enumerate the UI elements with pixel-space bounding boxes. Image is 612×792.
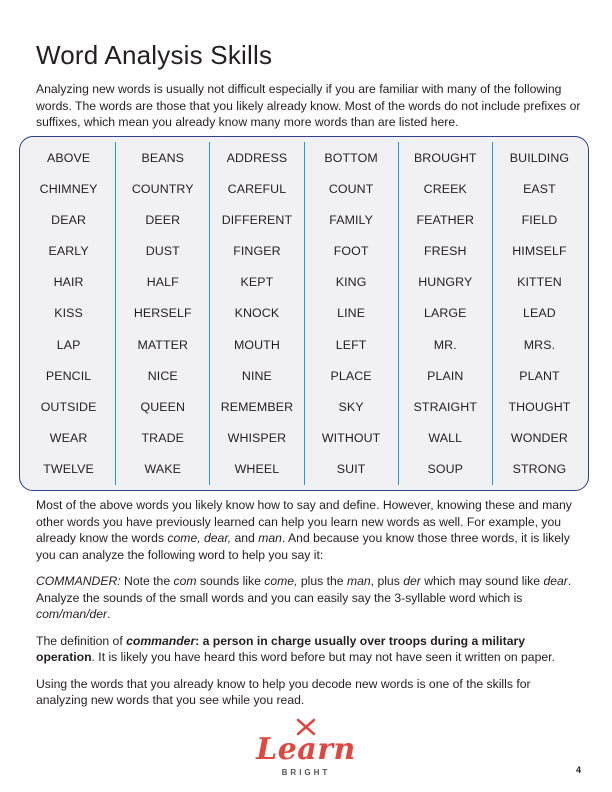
vocabulary-word: PLAIN: [427, 368, 464, 383]
text-run: .: [107, 607, 111, 621]
vocabulary-word: KNOCK: [234, 306, 280, 321]
vocabulary-word: LAP: [56, 337, 81, 352]
text-run: and: [231, 531, 259, 545]
vocabulary-word: HALF: [146, 275, 179, 290]
vocabulary-word: DEER: [145, 212, 181, 227]
vocabulary-word: CAREFUL: [227, 181, 287, 196]
vocabulary-word: SUIT: [336, 462, 366, 477]
intro-paragraph: Analyzing new words is usually not difficult especially if you are familiar with many of the following words. The words are those that you likely already know. Most of the words do not include prefixes or suffixes, which mean you already know many more words than are listed here.: [36, 82, 581, 129]
text-run: Note the: [120, 574, 174, 588]
text-run: Most of the above words you likely know how to say and define. However, knowing these and many other words you have previously learned can help you learn new words as well. For example, you already know the words: [36, 498, 572, 545]
vocabulary-word: TRADE: [141, 431, 184, 446]
vocabulary-word: NINE: [241, 368, 272, 383]
vocabulary-word: EARLY: [48, 244, 89, 259]
vocabulary-word: LEFT: [335, 337, 367, 352]
vocabulary-word: BROUGHT: [413, 150, 477, 165]
example-word: man: [346, 574, 371, 588]
vocabulary-word: WEAR: [49, 431, 88, 446]
example-word: man: [258, 531, 282, 545]
vocabulary-word: FOOT: [333, 244, 369, 259]
text-run: . And because you know those three words, it is likely you can analyze the following word to help you say it:: [36, 531, 570, 562]
vocabulary-word: CREEK: [423, 181, 467, 196]
word-list-box: [19, 136, 589, 491]
example-word: com: [173, 574, 197, 588]
example-word: com/man/der: [36, 607, 108, 621]
vocabulary-word: NICE: [147, 368, 178, 383]
word-column: [22, 142, 116, 485]
learn-bright-logo: [250, 718, 362, 780]
vocabulary-word: DUST: [145, 244, 180, 259]
defined-term: commander: [126, 633, 196, 648]
vocabulary-word: DIFFERENT: [221, 212, 293, 227]
commander-analysis-paragraph: [36, 573, 582, 623]
vocabulary-word: DEAR: [51, 212, 86, 227]
vocabulary-word: OUTSIDE: [40, 399, 97, 414]
definition-text: : a person in charge usually over troops during a military operation: [36, 633, 526, 664]
vocabulary-word: WAKE: [144, 462, 181, 477]
vocabulary-word: STRAIGHT: [413, 399, 477, 414]
vocabulary-word: FINGER: [233, 244, 281, 259]
vocabulary-word: MRS.: [523, 337, 556, 352]
word-column: [210, 142, 304, 485]
example-term: COMMANDER:: [36, 574, 121, 588]
vocabulary-word: KISS: [54, 306, 83, 321]
vocabulary-word: FAMILY: [329, 212, 373, 227]
vocabulary-word: KEPT: [240, 275, 274, 290]
vocabulary-word: EAST: [523, 181, 556, 196]
vocabulary-word: HUNGRY: [418, 275, 473, 290]
vocabulary-word: QUEEN: [140, 399, 186, 414]
vocabulary-word: BOTTOM: [324, 150, 378, 165]
vocabulary-word: MATTER: [137, 337, 189, 352]
vocabulary-word: THOUGHT: [508, 399, 571, 414]
word-column: [305, 142, 399, 485]
vocabulary-word: HERSELF: [133, 306, 192, 321]
vocabulary-word: MR.: [433, 337, 457, 352]
vocabulary-word: CHIMNEY: [39, 181, 98, 196]
word-column: [116, 142, 210, 485]
text-run: . It is likely you have heard this word before but may not have seen it written on paper.: [91, 650, 555, 664]
vocabulary-word: WALL: [428, 431, 463, 446]
vocabulary-word: WHEEL: [234, 462, 280, 477]
vocabulary-word: FEATHER: [416, 212, 475, 227]
vocabulary-word: LARGE: [424, 306, 467, 321]
vocabulary-word: HAIR: [53, 275, 84, 290]
vocabulary-word: FIELD: [521, 212, 558, 227]
vocabulary-word: LINE: [337, 306, 366, 321]
page-number: 4: [576, 765, 582, 775]
vocabulary-word: KING: [335, 275, 367, 290]
text-run: sounds like: [196, 574, 265, 588]
vocabulary-word: KITTEN: [517, 275, 562, 290]
definition-paragraph: [36, 633, 582, 666]
word-column: [493, 142, 586, 485]
example-word: come, dear,: [167, 531, 232, 545]
vocabulary-word: MOUTH: [233, 337, 280, 352]
vocabulary-word: TWELVE: [43, 462, 94, 477]
example-word: come,: [264, 574, 298, 588]
page-title: Word Analysis Skills: [36, 40, 273, 70]
example-intro-paragraph: [36, 497, 582, 563]
vocabulary-word: STRONG: [512, 462, 567, 477]
logo-wordmark: Learn: [256, 732, 356, 767]
vocabulary-word: HIMSELF: [512, 244, 567, 259]
vocabulary-word: WITHOUT: [321, 431, 381, 446]
closing-paragraph: Using the words that you already know to help you decode new words is one of the skills for analyzing new words that you see while you read.: [36, 676, 531, 707]
vocabulary-word: PENCIL: [45, 368, 92, 383]
text-run: which may sound like: [420, 574, 544, 588]
vocabulary-word: FRESH: [424, 244, 467, 259]
vocabulary-word: WONDER: [510, 431, 568, 446]
example-word: der: [403, 574, 421, 588]
vocabulary-word: COUNTRY: [131, 181, 194, 196]
vocabulary-word: COUNT: [328, 181, 374, 196]
text-run: , plus: [370, 574, 404, 588]
word-column: [399, 142, 493, 485]
vocabulary-word: SOUP: [427, 462, 464, 477]
vocabulary-word: WHISPER: [227, 431, 287, 446]
vocabulary-word: PLANT: [519, 368, 560, 383]
body-text: [36, 497, 582, 719]
logo-subtitle: BRIGHT: [281, 768, 331, 777]
vocabulary-word: BEANS: [141, 150, 185, 165]
text-run: . Analyze the sounds of the small words and you can easily say the 3-syllable word which is: [36, 574, 572, 605]
vocabulary-word: LEAD: [523, 306, 556, 321]
vocabulary-word: ADDRESS: [226, 150, 288, 165]
text-run: The definition of: [36, 633, 127, 648]
example-word: dear: [543, 574, 568, 588]
text-run: plus the: [297, 574, 347, 588]
vocabulary-word: ABOVE: [46, 150, 91, 165]
vocabulary-word: PLACE: [330, 368, 372, 383]
vocabulary-word: BUILDING: [509, 150, 570, 165]
vocabulary-word: SKY: [338, 399, 364, 414]
vocabulary-word: REMEMBER: [220, 399, 294, 414]
